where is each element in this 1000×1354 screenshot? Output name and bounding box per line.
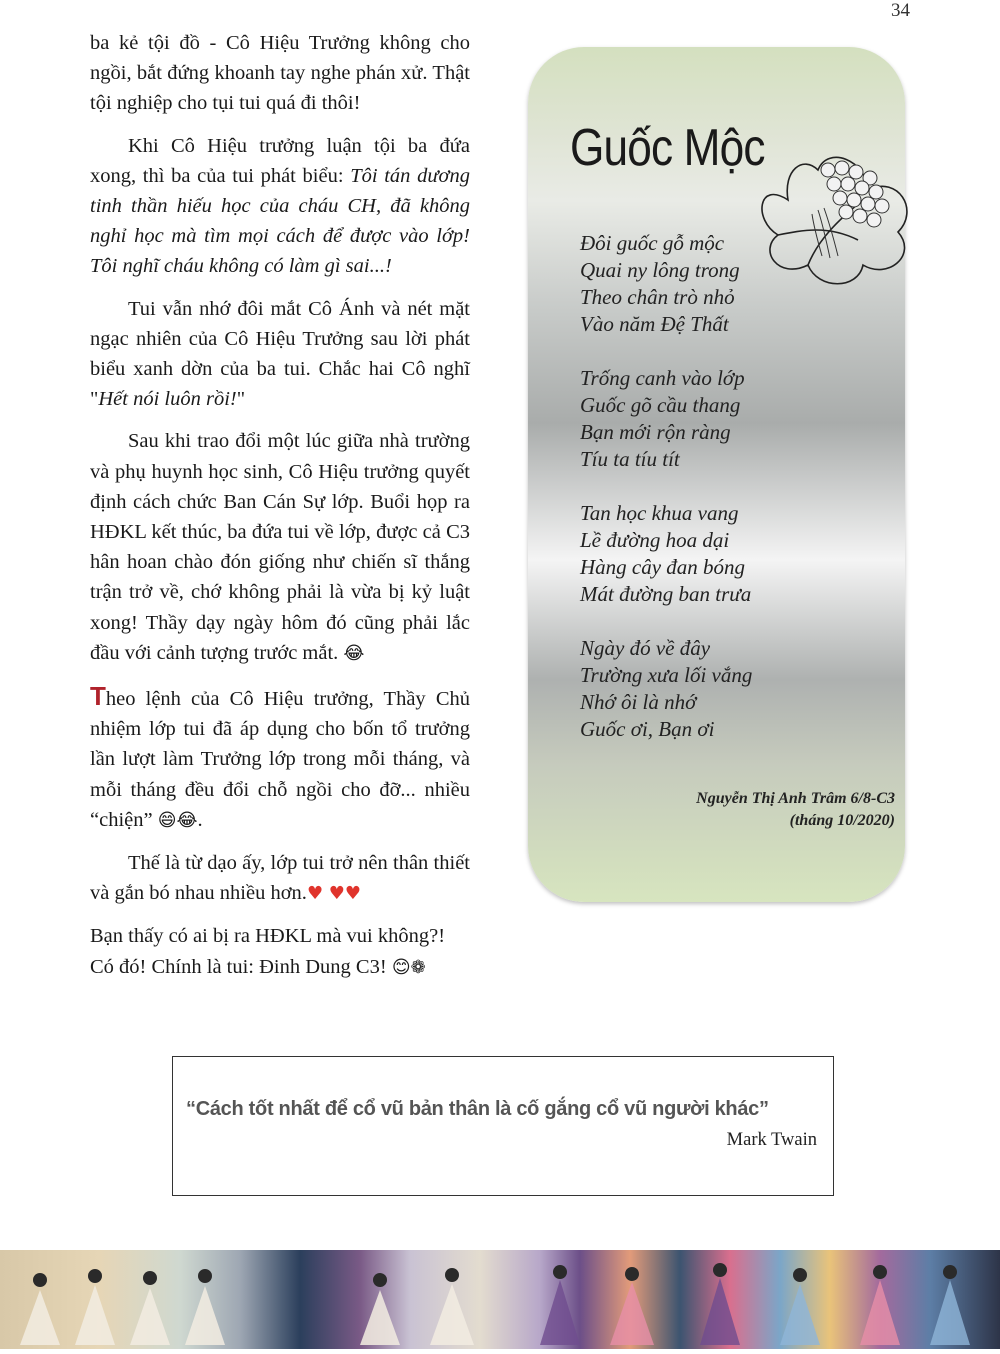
poem-line: Guốc ơi, Bạn ơi	[580, 717, 715, 741]
paragraph-3: Tui vẫn nhớ đôi mắt Cô Ánh và nét mặt ngạc nhiên của Cô Hiệu Trưởng sau lời phát biểu xanh dờn của ba tui. Chắc hai Cô nghĩ "Hết nói luôn rồi!"	[90, 297, 470, 411]
quote-text: “Cách tốt nhất để cổ vũ bản thân là cố gắng cổ vũ người khác”	[186, 1098, 769, 1120]
paragraph-5: Theo lệnh của Cô Hiệu trưởng, Thầy Chủ nhiệm lớp tui đã áp dụng cho bốn tổ trưởng lần lượt làm Trưởng lớp trong mỗi tháng, và mỗi tháng đều đổi chỗ ngồi cho đỡ... nhiều “chiện” 😄😂.	[90, 681, 470, 831]
smile-flower-emoji-icon: 😊❁	[391, 956, 426, 978]
poem-line: Quai ny lông trong	[580, 258, 740, 282]
poem-line: Ngày đó về đây	[580, 636, 711, 660]
poem-line: Tan học khua vang	[580, 501, 739, 525]
quote-author: Mark Twain	[726, 1130, 817, 1150]
story-column	[90, 28, 470, 995]
poem-title: Guốc Mộc	[570, 119, 765, 177]
paragraph-6: Thế là từ dạo ấy, lớp tui trở nên thân thiết và gắn bó nhau nhiều hơn.♥ ♥♥	[90, 852, 470, 905]
page-number: 34	[891, 0, 910, 21]
poem-line: Trường xưa lối vắng	[580, 663, 753, 687]
poem-line: Mát đường ban trưa	[580, 582, 752, 606]
poem-line: Đôi guốc gỗ mộc	[580, 231, 725, 255]
poem-stanza	[580, 365, 880, 473]
paragraph-1: ba kẻ tội đồ - Cô Hiệu Trưởng không cho ngồi, bắt đứng khoanh tay nghe phán xử. Thật tội nghiệp cho tụi tui quá đi thôi!	[90, 32, 470, 115]
poem-line: Guốc gõ cầu thang	[580, 393, 741, 417]
poem-stanza	[580, 500, 880, 608]
quote-box	[172, 1056, 834, 1196]
drop-cap: T	[90, 681, 106, 712]
poem-date: (tháng 10/2020)	[789, 812, 895, 829]
paragraph-4: Sau khi trao đổi một lúc giữa nhà trường và phụ huynh học sinh, Cô Hiệu trưởng quyết định cách chức Ban Cán Sự lớp. Buổi họp ra HĐKL kết thúc, ba đứa tui về lớp, được cả C3 hân hoan chào đón giống như chiến sĩ thắng trận trở về, chớ không phải là vừa bị kỷ luật xong! Thầy dạy ngày hôm đó cũng phải lắc đầu với cảnh tượng trước mắt. 😂	[90, 430, 470, 664]
poem-line: Trống canh vào lớp	[580, 366, 745, 390]
hearts-icon: ♥ ♥♥	[306, 883, 362, 905]
poem-author	[600, 788, 895, 832]
dancing-figures-icon	[0, 1250, 1000, 1349]
laughing-emoji-icon: 😂	[343, 642, 365, 664]
poem-stanza	[580, 230, 880, 338]
poem-line: Tíu ta tíu tít	[580, 447, 680, 471]
poem-line: Hàng cây đan bóng	[580, 555, 746, 579]
poem-line: Nhớ ôi là nhớ	[580, 690, 697, 714]
paragraph-7: Bạn thấy có ai bị ra HĐKL mà vui không?! Có đó! Chính là tui: Đinh Dung C3! 😊❁	[90, 925, 446, 978]
dancing-girls-ao-dai-banner	[0, 1250, 1000, 1349]
paragraph-2: Khi Cô Hiệu trưởng luận tội ba đứa xong, thì ba của tui phát biểu: Tôi tán dương tinh thần hiếu học của cháu CH, đã không nghỉ học mà tìm mọi cách để được vào lớp! Tôi nghĩ cháu không có làm gì sai...!	[90, 134, 470, 278]
poem-stanza	[580, 635, 880, 743]
poem-line: Lề đường hoa dại	[580, 528, 730, 552]
poem-line: Bạn mới rộn ràng	[580, 420, 731, 444]
poem-author-name: Nguyễn Thị Anh Trâm 6/8-C3	[696, 790, 895, 807]
poem-line: Theo chân trò nhỏ	[580, 285, 735, 309]
poem-line: Vào năm Đệ Thất	[580, 312, 729, 336]
smile-laugh-emoji-icon: 😄😂	[157, 809, 198, 831]
poem-body	[580, 230, 880, 770]
